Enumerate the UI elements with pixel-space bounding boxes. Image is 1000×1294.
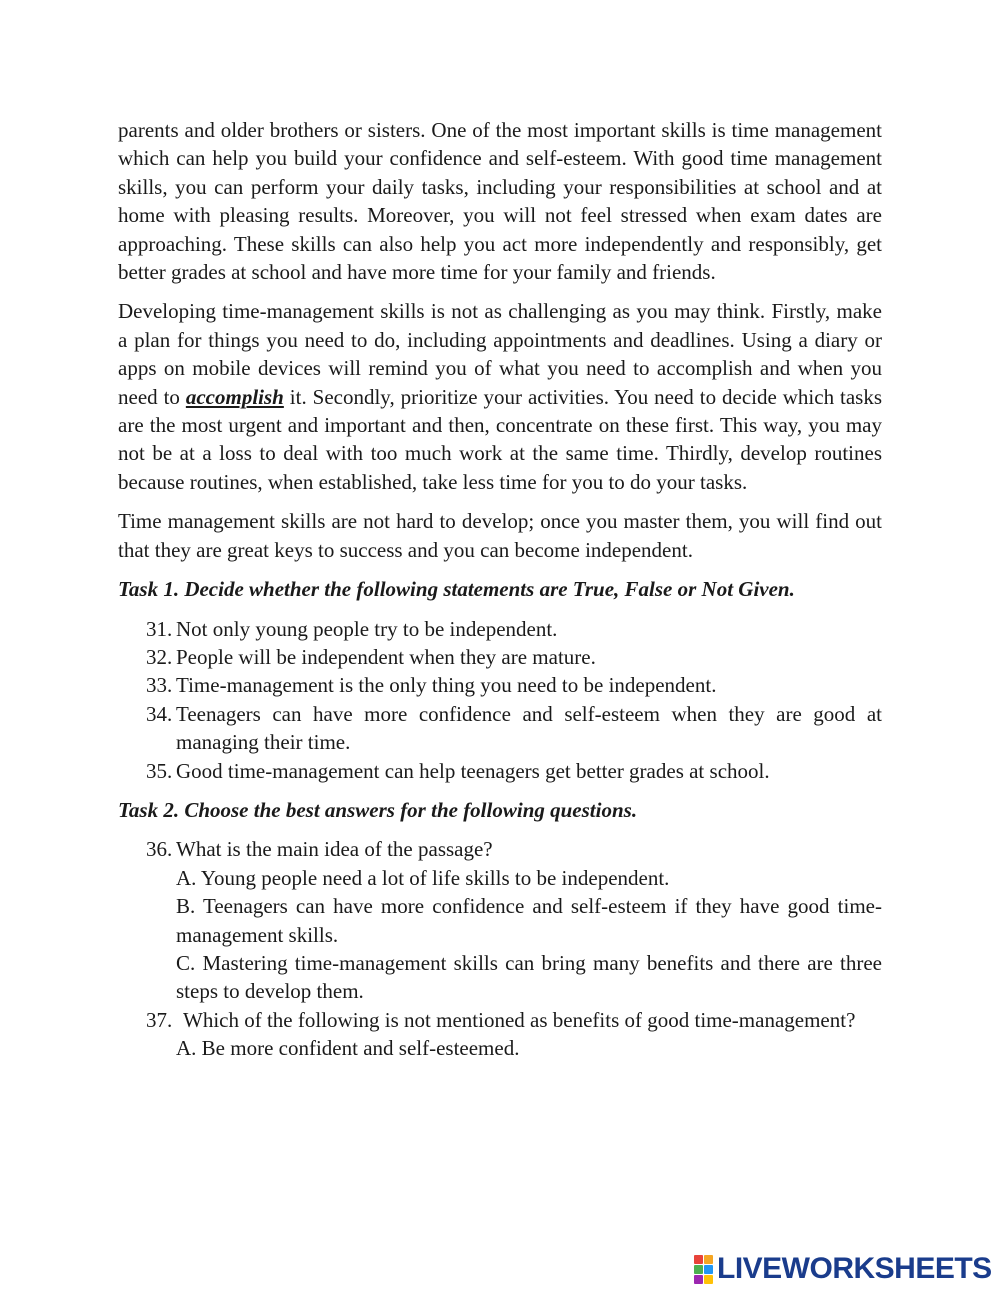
passage-paragraph-2 [118, 297, 882, 496]
logo-block [694, 1255, 703, 1264]
passage-paragraph-3: Time management skills are not hard to develop; once you master them, you will find out that they are great keys to success and you can become independent. [118, 509, 882, 562]
question-number: 36. [146, 837, 173, 862]
statement-item [118, 615, 882, 643]
answer-options [118, 864, 882, 1006]
answer-options [118, 1034, 882, 1062]
statement-item [118, 671, 882, 699]
answer-option: A. Be more confident and self-esteemed. [176, 1036, 520, 1061]
passage-paragraph-2-start: Developing time-management skills is not as challenging as you may think. Firstly, make a plan for things you need to do, including appointments and deadlines. Using a diary or apps on mobile devices will remind you of what you need to accomplish and when you need to [118, 299, 882, 409]
task-1-heading: Task 1. Decide whether the following statements are True, False or Not Given. [118, 577, 795, 602]
statement-number: 32. [146, 644, 173, 669]
statement-text: Not only young people try to be independent. [176, 616, 558, 641]
answer-option: C. Mastering time-management skills can bring many benefits and there are three steps to develop them. [176, 950, 882, 1004]
statement-text: People will be independent when they are mature. [176, 644, 596, 669]
logo-text: LIVEWORKSHEETS [717, 1252, 992, 1285]
question-text: Which of the following is not mentioned as benefits of good time-management? [183, 1007, 856, 1032]
task-2-heading: Task 2. Choose the best answers for the following questions. [118, 797, 638, 822]
statement-text: Time-management is the only thing you need to be independent. [176, 673, 717, 698]
statement-number: 34. [146, 701, 173, 726]
statement-text: Teenagers can have more confidence and self-esteem when they are good at managing their time. [176, 701, 882, 755]
question-item [118, 835, 882, 863]
answer-option: B. Teenagers can have more confidence and self-esteem if they have good time-management skills. [176, 894, 882, 947]
worksheet-page [118, 116, 882, 1074]
statement-item [118, 700, 882, 757]
statement-number: 33. [146, 673, 173, 698]
statement-item [118, 643, 882, 671]
logo-block [694, 1275, 703, 1284]
question-item [118, 1006, 882, 1034]
logo-blocks-icon [694, 1255, 713, 1284]
logo-block [704, 1265, 713, 1274]
answer-option: A. Young people need a lot of life skills to be independent. [176, 865, 670, 890]
logo-block [704, 1255, 713, 1264]
question-text: What is the main idea of the passage? [176, 837, 493, 862]
highlighted-word: accomplish [185, 384, 284, 409]
statement-item [118, 757, 882, 785]
passage-paragraph-2-end: it. Secondly, prioritize your activities. You need to decide which tasks are the most urgent and important and then, concentrate on these first. This way, you may not be at a loss to deal with too much work at the same time. Thirdly, develop routines because routines, when established, take less time for you to do your tasks. [118, 384, 882, 494]
logo-block [704, 1275, 713, 1284]
task-1-list [118, 615, 882, 785]
statement-number: 31. [146, 616, 173, 641]
question-number: 37. [146, 1007, 173, 1032]
liveworksheets-logo [694, 1254, 992, 1284]
task-2-list [118, 835, 882, 1062]
statement-number: 35. [146, 758, 173, 783]
logo-block [694, 1265, 703, 1274]
statement-text: Good time-management can help teenagers get better grades at school. [176, 758, 770, 783]
passage-paragraph-1: parents and older brothers or sisters. One of the most important skills is time management which can help you build your confidence and self-esteem. With good time management skills, you can perform your daily tasks, including your responsibilities at school and at home with pleasing results. Moreover, you will not feel stressed when exam dates are approaching. These skills can also help you act more independently and responsibly, get better grades at school and have more time for your family and friends. [118, 118, 882, 285]
